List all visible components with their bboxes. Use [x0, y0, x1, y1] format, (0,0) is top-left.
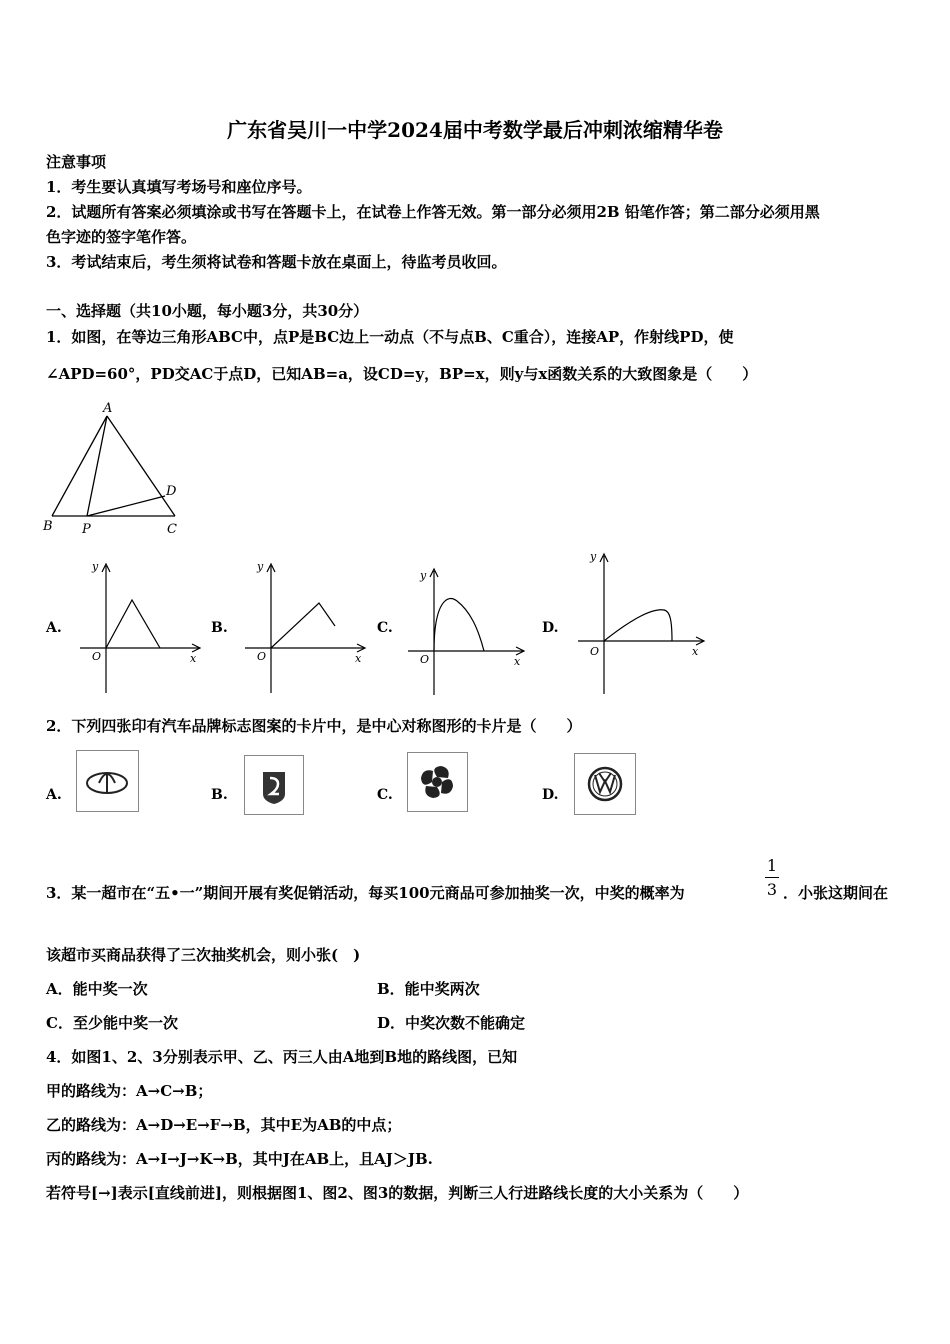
q3-text-line1b: ．小张这期间在	[783, 884, 889, 902]
y-axis-label: y	[590, 550, 597, 563]
q3-fraction	[765, 856, 779, 899]
fraction-bar	[765, 877, 779, 878]
x-axis-label: x	[514, 655, 521, 668]
q4-text-line4: 丙的路线为：A→I→J→K→B，其中J在AB上，且AJ＞JB.	[46, 1150, 433, 1168]
notice-heading: 注意事项	[46, 153, 107, 171]
q1-triangle-figure	[40, 398, 190, 538]
label-c: C	[167, 522, 177, 537]
car-logo-d-icon	[575, 754, 635, 814]
car-logo-b-icon	[245, 756, 303, 814]
q4-text-line3: 乙的路线为：A→D→E→F→B，其中E为AB的中点；	[46, 1116, 402, 1134]
graph-a	[72, 558, 206, 696]
q1-text-line1: 1．如图，在等边三角形ABC中，点P是BC边上一动点（不与点B、C重合），连接AP，作射线PD，使	[46, 328, 734, 346]
label-a: A	[103, 401, 113, 416]
car-logo-a-icon	[77, 751, 138, 811]
q3-text-line1a: 3．某一超市在“五•一”期间开展有奖促销活动，每买100元商品可参加抽奖一次，中奖的概率为	[46, 884, 685, 902]
q4-text-line1: 4．如图1、2、3分别表示甲、乙、丙三人由A地到B地的路线图，已知	[46, 1048, 518, 1066]
q1-text-line2: ∠APD=60°，PD交AC于点D，已知AB=a，设CD=y，BP=x，则y与x函数关系的大致图象是（ ）	[46, 365, 758, 383]
q3-option-d: D．中奖次数不能确定	[377, 1014, 526, 1032]
notice-item: 2．试题所有答案必须填涂或书写在答题卡上，在试卷上作答无效。第一部分必须用2B 铅笔作答；第二部分必须用黑	[46, 203, 820, 221]
origin-label: O	[92, 650, 102, 663]
y-axis-label: y	[92, 560, 99, 573]
q1-option-a: A.	[46, 620, 62, 636]
y-axis-label: y	[257, 560, 264, 573]
q2-option-c: C.	[377, 787, 393, 803]
car-logo-c-icon	[408, 753, 467, 811]
fraction-denominator: 3	[766, 880, 778, 899]
q2-option-b: B.	[211, 787, 228, 803]
graph-b	[237, 558, 371, 696]
label-d: D	[166, 484, 177, 499]
section-heading: 一、选择题（共10小题，每小题3分，共30分）	[46, 302, 369, 320]
logo-card-c	[407, 752, 468, 812]
fraction-numerator: 1	[766, 856, 778, 875]
q1-option-b: B.	[211, 620, 228, 636]
q4-text-line2: 甲的路线为：A→C→B；	[46, 1082, 213, 1100]
notice-item: 3．考试结束后，考生须将试卷和答题卡放在桌面上，待监考员收回。	[46, 253, 507, 271]
logo-card-b	[244, 755, 304, 815]
logo-card-a	[76, 750, 139, 812]
x-axis-label: x	[190, 652, 197, 665]
origin-label: O	[420, 653, 430, 666]
notice-item: 1．考生要认真填写考场号和座位序号。	[46, 178, 312, 196]
x-axis-label: x	[692, 645, 699, 658]
page-title: 广东省吴川一中学2024届中考数学最后冲刺浓缩精华卷	[227, 118, 723, 142]
origin-label: O	[257, 650, 267, 663]
notice-item: 色字迹的签字笔作答。	[46, 228, 197, 246]
q3-text-line2: 该超市买商品获得了三次抽奖机会，则小张( )	[46, 946, 361, 964]
q3-option-a: A．能中奖一次	[46, 980, 148, 998]
origin-label: O	[590, 645, 600, 658]
x-axis-label: x	[355, 652, 362, 665]
q1-option-c: C.	[377, 620, 393, 636]
q1-option-d: D.	[542, 620, 559, 636]
label-b: B	[43, 519, 53, 534]
q3-option-c: C．至少能中奖一次	[46, 1014, 178, 1032]
label-p: P	[82, 522, 91, 537]
q3-option-b: B．能中奖两次	[377, 980, 480, 998]
graph-c	[402, 563, 530, 698]
q2-text: 2．下列四张印有汽车品牌标志图案的卡片中，是中心对称图形的卡片是（ ）	[46, 717, 582, 735]
graph-d	[570, 548, 712, 698]
logo-card-d	[574, 753, 636, 815]
y-axis-label: y	[420, 569, 427, 582]
q2-option-d: D.	[542, 787, 559, 803]
q4-text-line5: 若符号[→]表示[直线前进]，则根据图1、图2、图3的数据，判断三人行进路线长度的大小关系为（ ）	[46, 1184, 749, 1202]
q2-option-a: A.	[46, 787, 62, 803]
